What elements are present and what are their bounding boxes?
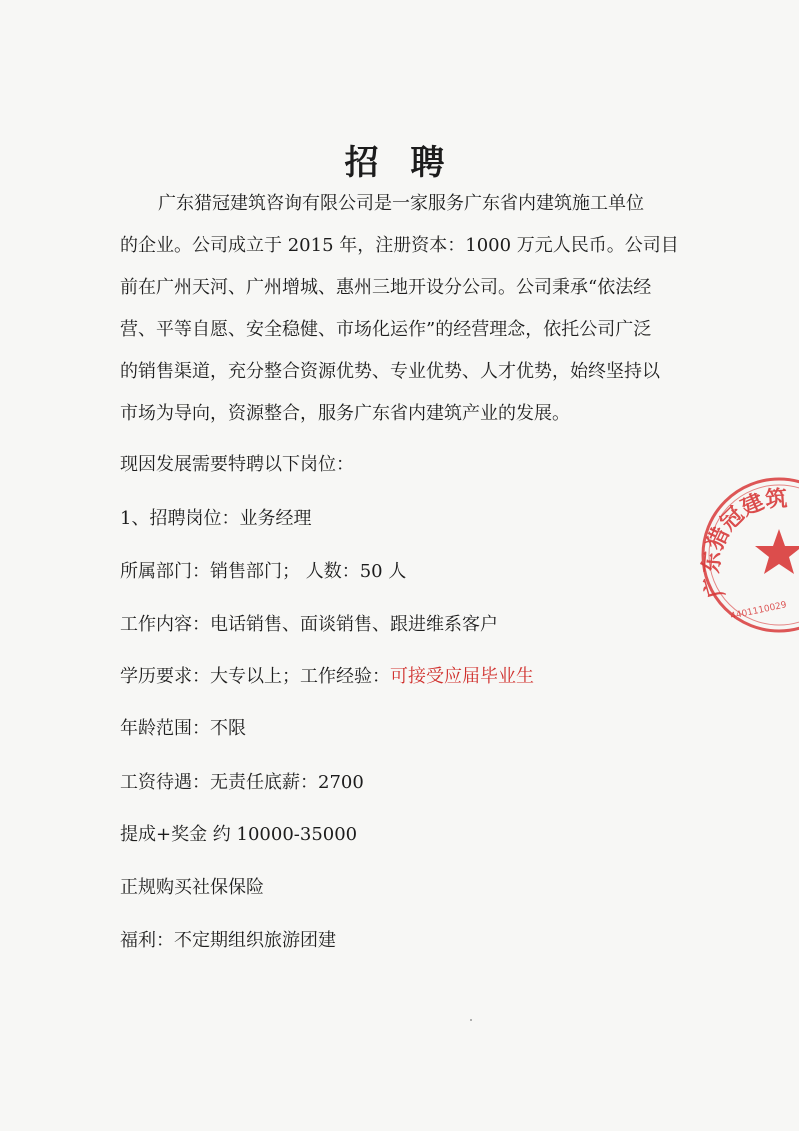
- intro-line: 的企业。公司成立于 2015 年，注册资本：1000 万元人民币。公司目: [120, 235, 679, 256]
- education-line: [120, 665, 534, 689]
- scan-speck: [470, 1019, 472, 1021]
- intro-line: 营、平等自愿、安全稳健、市场化运作”的经营理念，依托公司广泛: [120, 319, 652, 340]
- job-content-line: 工作内容：电话销售、面谈销售、跟进维系客户: [120, 614, 498, 635]
- insurance-line: 正规购买社保保险: [120, 877, 264, 898]
- document-title: 招 聘: [344, 142, 455, 183]
- welfare-line: 福利：不定期组织旅游团建: [120, 930, 336, 951]
- position-line: 1、招聘岗位：业务经理: [120, 508, 312, 529]
- department-line: 所属部门：销售部门； 人数：50 人: [120, 561, 407, 582]
- commission-line: 提成+奖金 约 10000-35000: [120, 824, 358, 845]
- intro-line: 广东猎冠建筑咨询有限公司是一家服务广东省内建筑施工单位: [158, 193, 644, 214]
- recruit-intro: 现因发展需要特聘以下岗位：: [120, 454, 354, 475]
- intro-line: 前在广州天河、广州增城、惠州三地开设分公司。公司秉承“依法经: [120, 277, 652, 298]
- seal-number: 4401110029: [729, 600, 788, 622]
- seal-text: 广东猎冠建筑: [698, 485, 789, 601]
- company-intro: [120, 183, 680, 435]
- intro-line: 市场为导向，资源整合，服务广东省内建筑产业的发展。: [120, 403, 570, 424]
- salary-line: 工资待遇：无责任底薪：2700: [120, 772, 364, 793]
- experience-highlight: 可接受应届毕业生: [390, 666, 534, 687]
- intro-line: 的销售渠道，充分整合资源优势、专业优势、人才优势，始终坚持以: [120, 361, 660, 382]
- company-seal: [697, 477, 799, 637]
- seal-star-icon: [755, 529, 799, 574]
- education-prefix: 学历要求：大专以上；工作经验：: [120, 666, 390, 687]
- age-line: 年龄范围：不限: [120, 718, 246, 739]
